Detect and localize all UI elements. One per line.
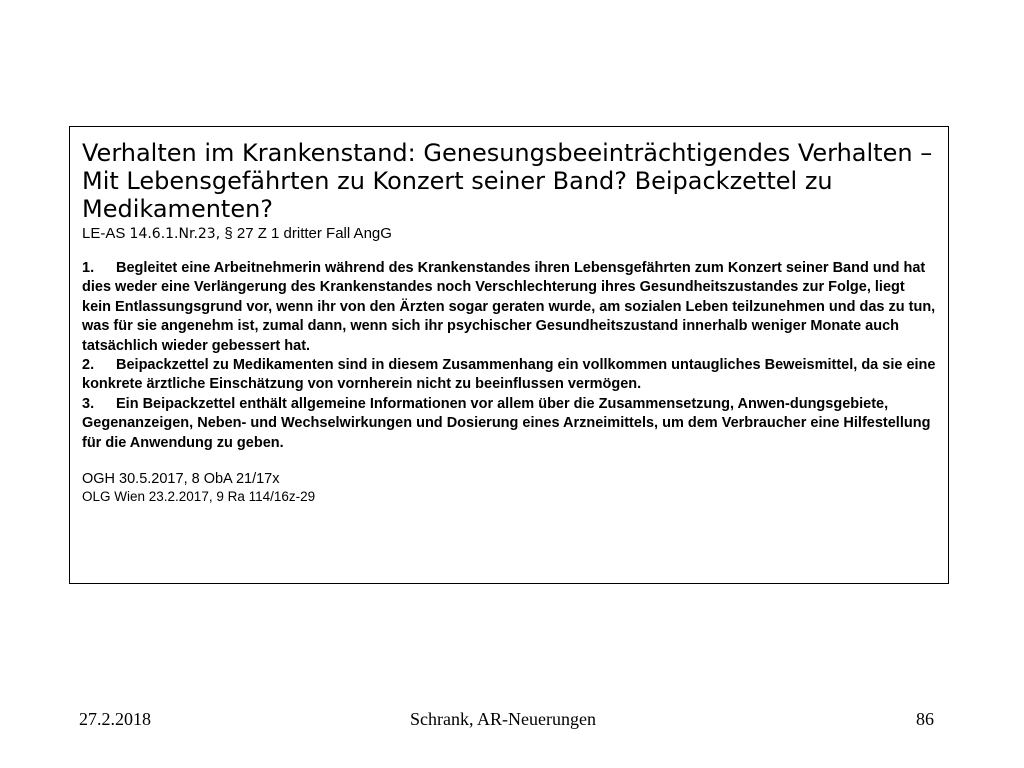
page-number: 86 <box>916 709 934 729</box>
reference-law: § 27 Z 1 dritter Fall AngG <box>220 225 392 242</box>
point-number: 1. <box>82 260 95 276</box>
point-1 <box>82 259 936 356</box>
slide-title: Verhalten im Krankenstand: Genesungsbeeinträchtigendes Verhalten – Mit Lebensgefährten zu Konzert seiner Band? Beipackzettel zu Medikamenten? <box>82 139 933 223</box>
reference-number: 14.6.1.Nr.23, <box>129 226 221 242</box>
citations <box>82 470 936 505</box>
point-number: 2. <box>82 357 95 374</box>
footer-date: 27.2.2018 <box>79 709 151 729</box>
citation-olg: OLG Wien 23.2.2017, 9 Ra 114/16z-29 <box>82 489 316 505</box>
legal-reference <box>82 225 936 243</box>
point-text: Beipackzettel zu Medikamenten sind in diesem Zusammenhang ein vollkommen untaugliches Beweismittel, da sie eine konkrete ärztliche Einschätzung von vornherein nicht zu beeinflussen vermögen. <box>82 357 936 393</box>
point-text: Begleitet eine Arbeitnehmerin während des Krankenstandes ihren Lebensgefährten zum Konzert seiner Band und hat dies weder eine Verlängerung des Krankenstandes noch Verschlechterung ihres Gesundheitszustandes zur Folge, liegt kein Entlassungsgrund vor, wenn ihr von den Ärzten sogar geraten wurde, am sozialen Leben teilzunehmen und das zu tun, was für sie angenehm ist, zumal dann, wenn sich ihr psychischer Gesundheitszustand innerhalb weniger Monate auch tatsächlich wieder gebessert hat. <box>82 260 936 354</box>
point-3 <box>82 395 936 453</box>
citation-ogh: OGH 30.5.2017, 8 ObA 21/17x <box>82 471 280 488</box>
point-number: 3. <box>82 395 95 412</box>
point-2 <box>82 356 936 395</box>
point-text: Ein Beipackzettel enthält allgemeine Informationen vor allem über die Zusammensetzung, Anwen-dungsgebiete, Gegenanzeigen, Neben- und Wechselwirkungen und Dosierung eines Arzneimittels, um dem Verbraucher eine Hilfestellung für die Anwendung zu geben. <box>82 395 931 451</box>
content-box <box>69 126 949 584</box>
key-points <box>82 259 936 453</box>
footer-author: Schrank, AR-Neuerungen <box>410 709 596 729</box>
reference-prefix: LE-AS <box>82 225 130 242</box>
